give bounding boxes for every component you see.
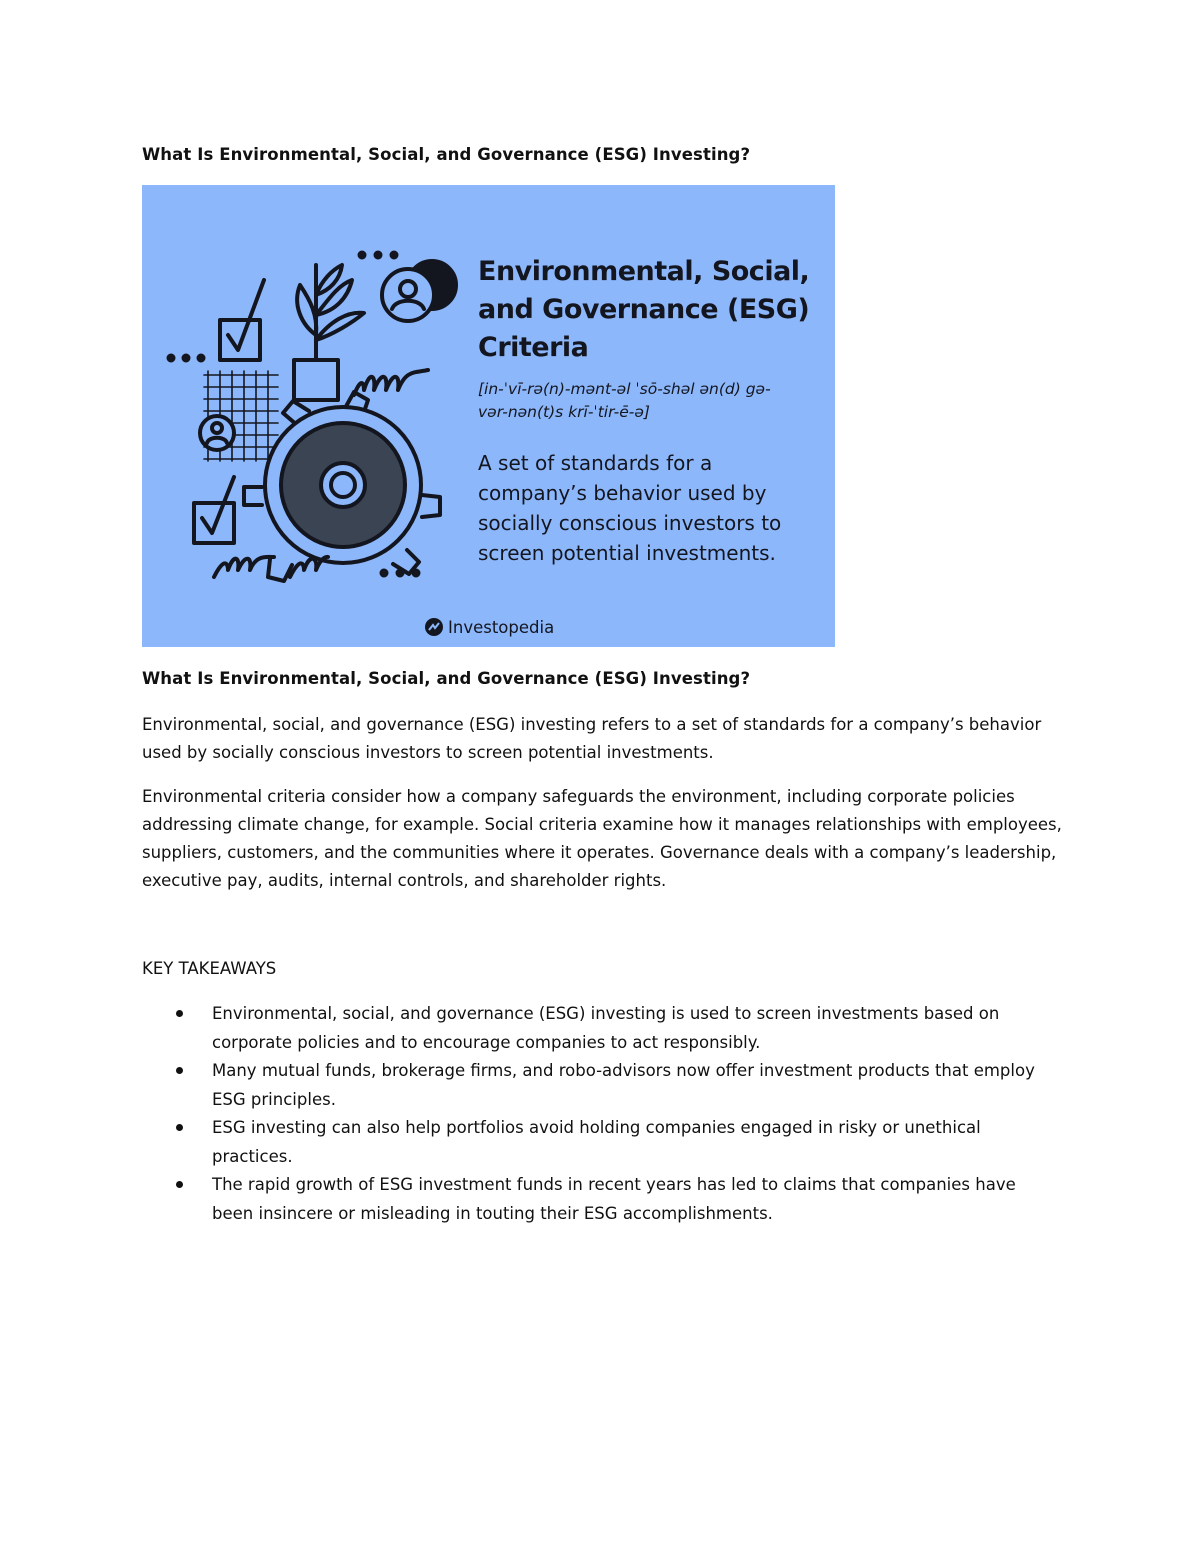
esg-infographic [142,185,835,647]
bullet-icon [176,1010,183,1017]
list-item [142,1000,1062,1057]
list-item [142,1114,1062,1171]
investopedia-logo-icon [424,617,444,637]
list-item [142,1171,1062,1228]
bullet-icon [176,1067,183,1074]
list-item-text: Many mutual funds, brokerage firms, and robo-advisors now offer investment products that employ ESG principles. [212,1061,1035,1109]
key-takeaways-heading: KEY TAKEAWAYS [142,959,277,978]
list-item-text: Environmental, social, and governance (ESG) investing is used to screen investments based on corporate policies and to encourage companies to act responsibly. [212,1004,1000,1052]
bullet-icon [176,1124,183,1131]
brand-label: Investopedia [448,617,555,637]
figure-title: Environmental, Social, and Governance (ESG) Criteria [478,256,810,363]
bullet-icon [176,1181,183,1188]
section-heading: What Is Environmental, Social, and Governance (ESG) Investing? [142,669,751,688]
figure-pronunciation: [in-ˈvī-rə(n)-mənt-əl ˈsō-shəl ən(d) gə-vər-nən(t)s krī-ˈtir-ē-ə] [478,380,771,421]
list-item-text: ESG investing can also help portfolios avoid holding companies engaged in risky or unethical practices. [212,1118,981,1166]
esg-illustration-icon [142,185,472,647]
figure-brand [424,615,554,639]
page-title: What Is Environmental, Social, and Governance (ESG) Investing? [142,145,751,164]
criteria-paragraph: Environmental criteria consider how a company safeguards the environment, including corporate policies addressing climate change, for example. Social criteria examine how it manages relationships with employees, suppliers, customers, and the communities where it operates. Governance deals with a company’s leadership, executive pay, audits, internal controls, and shareholder rights. [142,787,1062,890]
figure-definition: A set of standards for a company’s behavior used by socially conscious investors to screen potential investments. [478,451,782,565]
key-takeaways-list [142,1000,1062,1228]
list-item [142,1057,1062,1114]
list-item-text: The rapid growth of ESG investment funds in recent years has led to claims that companies have been insincere or misleading in touting their ESG accomplishments. [212,1175,1016,1223]
intro-paragraph: Environmental, social, and governance (ESG) investing refers to a set of standards for a company’s behavior used by socially conscious investors to screen potential investments. [142,715,1042,762]
